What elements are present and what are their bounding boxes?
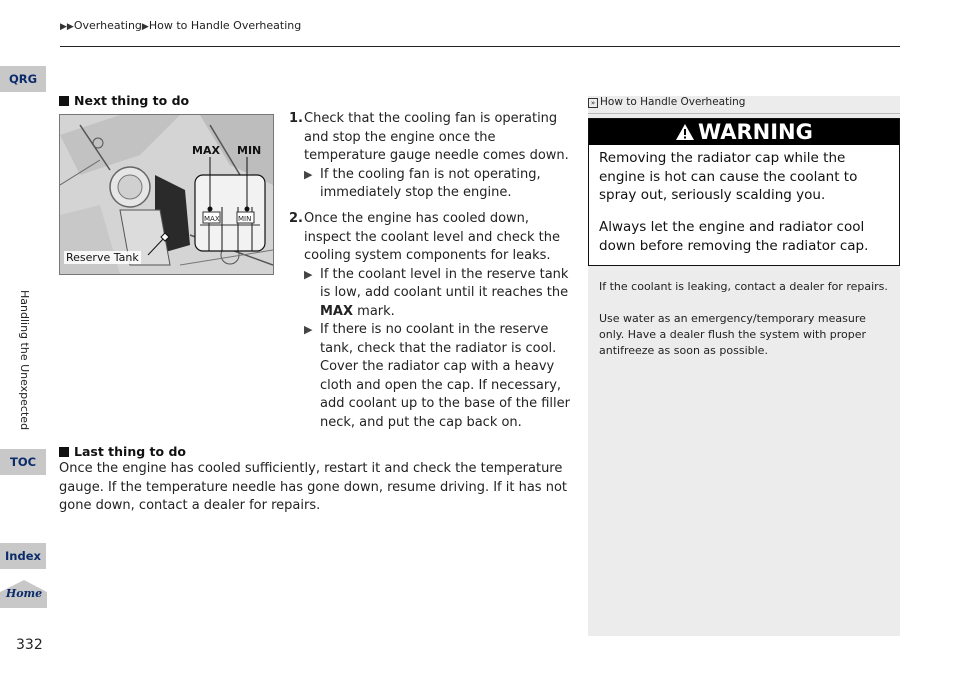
- home-button[interactable]: [0, 579, 48, 609]
- step-1-number: 1.: [289, 111, 303, 126]
- reserve-tank-callout: Reserve Tank: [66, 251, 139, 264]
- side-header: » How to Handle Overheating: [588, 96, 900, 114]
- index-tab-label: Index: [5, 549, 41, 563]
- breadcrumb-current: How to Handle Overheating: [148, 19, 302, 32]
- breadcrumb-arrow-icon: ▶: [141, 22, 149, 32]
- step-2-number: 2.: [289, 211, 303, 226]
- header-rule: [60, 46, 900, 47]
- step-1-text: Check that the cooling fan is operating and stop the engine once the temperature gauge needle comes down.: [304, 111, 569, 163]
- last-heading: Last thing to do: [59, 444, 186, 459]
- square-bullet-icon: [59, 96, 69, 106]
- breadcrumb-link-overheating[interactable]: Overheating: [73, 19, 142, 32]
- step-2-sub-1: ▶ If the coolant level in the reserve tank is low, add coolant until it reaches the MAX mark.: [304, 266, 569, 319]
- reserve-tank-illustration: [59, 114, 274, 275]
- warning-paragraph-1: Removing the radiator cap while the engine is hot can cause the coolant to spray out, seriously scalding you.: [599, 150, 858, 203]
- qrg-tab[interactable]: [0, 66, 46, 92]
- warning-box: [588, 118, 900, 266]
- last-paragraph: Once the engine has cooled sufficiently, restart it and check the temperature gauge. If the temperature needle has gone down, resume driving. If it has not gone down, contact a dealer for repairs.: [59, 461, 568, 513]
- max-callout: MAX: [192, 144, 220, 157]
- breadcrumb-arrow-icon: ▶▶: [60, 22, 74, 32]
- step-2-text: Once the engine has cooled down, inspect the coolant level and check the cooling system components for leaks.: [304, 211, 560, 263]
- page-number: 332: [16, 637, 43, 653]
- warning-paragraph-2: Always let the engine and radiator cool down before removing the radiator cap.: [599, 219, 869, 254]
- note-leaking: If the coolant is leaking, contact a dealer for repairs.: [599, 280, 888, 293]
- section-title: Handling the Unexpected: [18, 290, 31, 431]
- triangle-bullet-icon: ▶: [304, 267, 313, 281]
- home-label: Home: [5, 587, 43, 600]
- next-heading: Next thing to do: [59, 93, 189, 108]
- reference-icon: »: [588, 98, 598, 108]
- qrg-tab-label: QRG: [8, 72, 38, 86]
- scale-min-text: MIN: [238, 215, 252, 223]
- toc-tab[interactable]: [0, 449, 46, 475]
- toc-tab-label: TOC: [9, 455, 37, 469]
- min-callout: MIN: [237, 144, 262, 157]
- warning-bar: [589, 119, 899, 145]
- step-1: [289, 110, 571, 203]
- step-1-sub-1: ▶ If the cooling fan is not operating, immediately stop the engine.: [304, 166, 541, 200]
- breadcrumb: [60, 19, 301, 32]
- warning-title: WARNING: [698, 120, 813, 144]
- step-2-sub-2: ▶ If there is no coolant in the reserve tank, check that the radiator is cool. Cover the radiator cap with a heavy cloth and open the cap. If necessary, add coolant up to the base of the filler neck, and put the cap back on.: [304, 322, 570, 430]
- step-2: [289, 210, 571, 432]
- scale-max-text: MAX: [204, 215, 220, 223]
- triangle-bullet-icon: ▶: [304, 323, 313, 336]
- warning-triangle-icon: [675, 123, 695, 141]
- note-water: Use water as an emergency/temporary measure only. Have a dealer flush the system with proper antifreeze as soon as possible.: [599, 312, 867, 357]
- max-mark-text: MAX: [320, 303, 354, 319]
- square-bullet-icon: [59, 447, 69, 457]
- index-tab[interactable]: [0, 543, 46, 569]
- triangle-bullet-icon: ▶: [304, 167, 313, 181]
